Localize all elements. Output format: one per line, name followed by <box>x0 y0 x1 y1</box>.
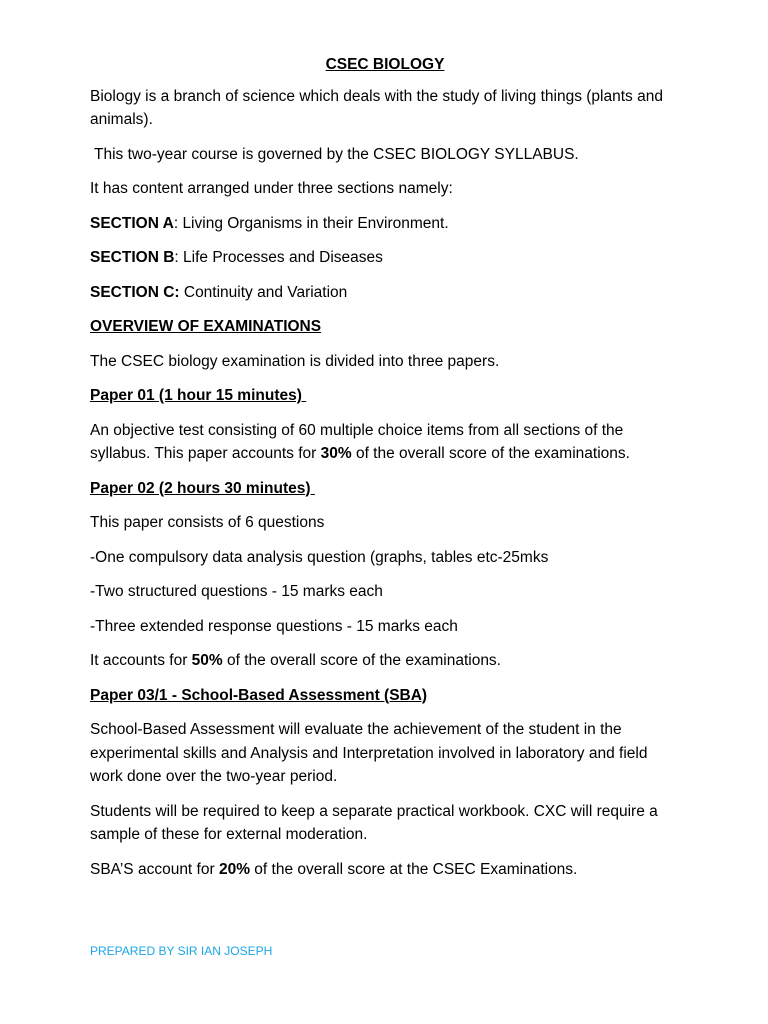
paper01-text-after: of the overall score of the examinations. <box>351 445 630 462</box>
paper03-accounts-before: SBA’S account for <box>90 860 219 878</box>
section-c-text: Continuity and Variation <box>179 283 348 301</box>
paper01-text <box>90 419 680 466</box>
paper03-heading: Paper 03/1 - School-Based Assessment (SBA) <box>90 686 428 704</box>
paper03-accounts-after: of the overall score at the CSEC Examinations. <box>249 860 578 878</box>
section-c-label: SECTION C: <box>90 283 180 301</box>
paper02-heading: Paper 02 (2 hours 30 minutes) <box>90 479 315 497</box>
paper02-item: -One compulsory data analysis question (graphs, tables etc-25mks <box>90 548 549 566</box>
paper01-text-before: An objective test consisting of 60 multiple choice items from all sections of the syllabus. This paper accounts for <box>90 421 624 462</box>
paper02-item: -Two structured questions - 15 marks each <box>90 583 383 600</box>
document-title: CSEC BIOLOGY <box>325 56 445 73</box>
paper02-accounts-after: of the overall score of the examinations. <box>222 652 501 669</box>
section-a-label: SECTION A <box>90 214 174 232</box>
paper02-accounts-before: It accounts for <box>90 652 192 669</box>
section-a <box>90 212 680 236</box>
section-a-text: : Living Organisms in their Environment. <box>173 214 449 232</box>
section-c <box>90 281 680 305</box>
footer-prepared-by: PREPARED BY SIR IAN JOSEPH <box>90 944 273 958</box>
paper03-accounts <box>90 858 680 882</box>
paper02-intro: This paper consists of 6 questions <box>90 514 325 531</box>
paper01-percent: 30% <box>320 445 352 462</box>
section-b <box>90 246 680 270</box>
document-page <box>90 53 680 892</box>
overview-heading: OVERVIEW OF EXAMINATIONS <box>90 318 322 335</box>
biology-definition: Biology is a branch of science which deals with the study of living things (plants and animals). <box>90 87 663 128</box>
paper03-percent: 20% <box>218 860 250 878</box>
paper01-heading: Paper 01 (1 hour 15 minutes) <box>90 387 307 404</box>
section-b-text: : Life Processes and Diseases <box>174 249 383 266</box>
paper03-text1: School-Based Assessment will evaluate the achievement of the student in the experimental skills and Analysis and Interpretation involved in laboratory and field work done over the two-year period. <box>90 721 648 785</box>
overview-text: The CSEC biology examination is divided into three papers. <box>90 352 500 370</box>
paper02-item: -Three extended response questions - 15 marks each <box>90 617 458 635</box>
paper03-text2: Students will be required to keep a separate practical workbook. CXC will require a sample of these for external moderation. <box>90 802 658 843</box>
section-b-label: SECTION B <box>90 249 175 266</box>
syllabus-statement: This two-year course is governed by the CSEC BIOLOGY SYLLABUS. <box>94 145 579 163</box>
sections-intro: It has content arranged under three sections namely: <box>90 180 453 197</box>
paper02-percent: 50% <box>191 652 223 669</box>
paper02-accounts <box>90 649 680 673</box>
